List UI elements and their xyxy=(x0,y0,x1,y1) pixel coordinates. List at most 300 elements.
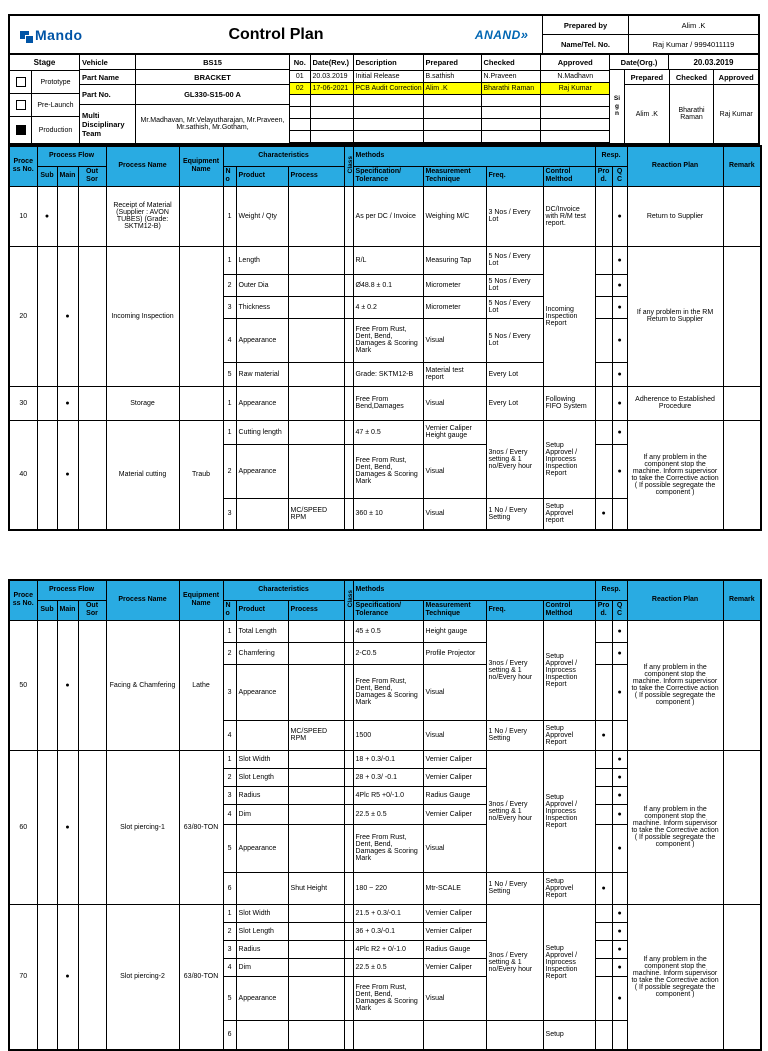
resp-prod: ● xyxy=(595,872,612,904)
rev-empty-cell xyxy=(353,118,423,130)
char-product xyxy=(236,1020,288,1050)
col-char-no: No xyxy=(223,600,236,620)
resp-prod xyxy=(595,318,612,362)
spec-tolerance: Free From Rust, Dent, Bend, Damages & Scoring Mark xyxy=(353,664,423,720)
col-prod: Prod. xyxy=(595,166,612,186)
char-product: Radius xyxy=(236,940,288,958)
resp-prod xyxy=(595,664,612,720)
spec-tolerance: Free From Rust, Dent, Bend, Damages & Scoring Mark xyxy=(353,976,423,1020)
resp-prod xyxy=(595,824,612,872)
sign-prepared-value: Alim .K xyxy=(625,85,670,143)
char-process xyxy=(288,362,344,386)
char-process xyxy=(288,958,344,976)
date-org-value: 20.03.2019 xyxy=(693,57,734,67)
col-process-no: Process No. xyxy=(9,580,37,620)
freq: Every Lot xyxy=(486,362,543,386)
col-char-no: No xyxy=(223,166,236,186)
checkbox-cell xyxy=(10,117,32,143)
spec-tolerance: 360 ± 10 xyxy=(353,498,423,530)
rev-col-desc: Description xyxy=(353,55,423,70)
char-product: Radius xyxy=(236,786,288,804)
resp-prod xyxy=(595,444,612,498)
measurement-technique: Visual xyxy=(423,720,486,750)
rev-prepared: Alim .K xyxy=(423,82,481,94)
resp-qc xyxy=(612,498,627,530)
process-70-row-1 xyxy=(9,904,761,922)
prelaunch-checkbox xyxy=(16,100,26,110)
measurement-technique: Vernier Caliper Height gauge xyxy=(423,420,486,444)
freq: 3 Nos / Every Lot xyxy=(486,186,543,246)
measurement-technique: Visual xyxy=(423,444,486,498)
resp-prod xyxy=(595,296,612,318)
resp-qc: ● xyxy=(612,642,627,664)
rev-empty-cell xyxy=(481,130,540,142)
prepared-by-row xyxy=(543,16,758,34)
measurement-technique: Vernier Caliper xyxy=(423,922,486,940)
part-no-row xyxy=(80,85,289,105)
char-product xyxy=(236,872,288,904)
col-qc: QC xyxy=(612,600,627,620)
revision-block xyxy=(289,55,609,143)
resp-prod xyxy=(595,1020,612,1050)
resp-prod: ● xyxy=(595,720,612,750)
team-row xyxy=(80,105,289,143)
control-method: Setup Approvel Report xyxy=(543,720,595,750)
rev-empty-cell xyxy=(423,130,481,142)
resp-prod: ● xyxy=(595,498,612,530)
char-product: Appearance xyxy=(236,976,288,1020)
process-name: Receipt of Material (Supplier : AVON TUBES) (Grade: SKTM12-B) xyxy=(106,186,179,246)
char-no: 2 xyxy=(223,768,236,786)
process-50-row-1 xyxy=(9,620,761,642)
resp-prod xyxy=(595,904,612,922)
resp-qc: ● xyxy=(612,940,627,958)
char-product xyxy=(236,720,288,750)
spec-tolerance: 18 + 0.3/-0.1 xyxy=(353,750,423,768)
rev-empty-cell xyxy=(481,106,540,118)
col-control-method: Control Melthod xyxy=(543,600,595,620)
char-no: 1 xyxy=(223,750,236,768)
col-sub: Sub xyxy=(37,166,57,186)
date-org-label: Date(Org.) xyxy=(610,55,669,69)
col-methods: Methods xyxy=(353,146,595,166)
char-product: Outer Dia xyxy=(236,274,288,296)
resp-qc: ● xyxy=(612,274,627,296)
part-name-label: Part Name xyxy=(80,70,136,84)
char-product: Dim xyxy=(236,804,288,824)
resp-prod xyxy=(595,420,612,444)
char-class xyxy=(344,498,353,530)
resp-qc: ● xyxy=(612,958,627,976)
char-process xyxy=(288,786,344,804)
char-no: 1 xyxy=(223,386,236,420)
char-product: Slot Length xyxy=(236,922,288,940)
spec-tolerance: 4Plc R2 + 0/-1.0 xyxy=(353,940,423,958)
process-no: 10 xyxy=(9,186,37,246)
control-method: Setup Approvel report xyxy=(543,498,595,530)
rev-empty-cell xyxy=(540,106,610,118)
char-no: 2 xyxy=(223,642,236,664)
char-process xyxy=(288,768,344,786)
col-measurement-technique: Measurement Technique xyxy=(423,166,486,186)
flow-out-sor xyxy=(78,420,106,530)
flow-sub xyxy=(37,420,57,530)
char-no: 3 xyxy=(223,664,236,720)
process-no: 60 xyxy=(9,750,37,904)
char-product: Raw material xyxy=(236,362,288,386)
char-process xyxy=(288,420,344,444)
part-no-value: GL330-S15-00 A xyxy=(184,90,241,99)
col-qc: QC xyxy=(612,166,627,186)
rev-empty-cell xyxy=(310,106,353,118)
char-product: Slot Length xyxy=(236,768,288,786)
control-table-1 xyxy=(8,145,762,531)
col-remark: Remark xyxy=(723,146,761,186)
char-no: 3 xyxy=(223,296,236,318)
rev-checked: Bharathi Raman xyxy=(481,82,540,94)
rev-checked: N.Praveen xyxy=(481,70,540,82)
sign-prepared-header: Prepared xyxy=(625,70,670,84)
measurement-technique: Vernier Caliper xyxy=(423,768,486,786)
char-no: 3 xyxy=(223,786,236,804)
rev-empty-cell xyxy=(540,130,610,142)
sign-approved-value: Raj Kumar xyxy=(719,110,753,118)
char-class xyxy=(344,750,353,768)
char-class xyxy=(344,720,353,750)
char-class xyxy=(344,274,353,296)
page-title: Control Plan xyxy=(228,25,324,43)
col-class xyxy=(344,146,353,186)
resp-qc: ● xyxy=(612,824,627,872)
process-name: Slot piercing-1 xyxy=(106,750,179,904)
remark xyxy=(723,420,761,530)
col-product: Product xyxy=(236,600,288,620)
char-process xyxy=(288,1020,344,1050)
resp-prod xyxy=(595,958,612,976)
flow-sub xyxy=(37,904,57,1050)
col-class xyxy=(344,580,353,620)
char-process xyxy=(288,620,344,642)
remark xyxy=(723,750,761,904)
char-product: Appearance xyxy=(236,824,288,872)
part-block xyxy=(79,55,289,143)
char-no: 5 xyxy=(223,824,236,872)
measurement-technique: Visual xyxy=(423,318,486,362)
resp-qc: ● xyxy=(612,804,627,824)
reaction-plan: Adherence to Established Procedure xyxy=(627,386,723,420)
resp-prod xyxy=(595,642,612,664)
process-10-row-1 xyxy=(9,186,761,246)
remark xyxy=(723,620,761,750)
measurement-technique: Vernier Caliper xyxy=(423,804,486,824)
freq: 1 No / Every Setting xyxy=(486,720,543,750)
anand-logo xyxy=(473,27,528,42)
spec-tolerance: 2-C0.5 xyxy=(353,642,423,664)
char-class xyxy=(344,958,353,976)
spec-tolerance: Free From Rust, Dent, Bend, Damages & Scoring Mark xyxy=(353,824,423,872)
class-vertical-label: Class xyxy=(346,155,354,174)
resp-qc: ● xyxy=(612,750,627,768)
flow-out-sor xyxy=(78,620,106,750)
flow-sub xyxy=(37,246,57,386)
sign-cols xyxy=(625,70,758,143)
char-no: 1 xyxy=(223,904,236,922)
char-process xyxy=(288,824,344,872)
prepared-by-value: Alim .K xyxy=(681,20,706,30)
process-no: 30 xyxy=(9,386,37,420)
char-class xyxy=(344,420,353,444)
char-product: Dim xyxy=(236,958,288,976)
char-no: 1 xyxy=(223,246,236,274)
char-class xyxy=(344,664,353,720)
remark xyxy=(723,246,761,386)
char-product: Appearance xyxy=(236,318,288,362)
process-no: 50 xyxy=(9,620,37,750)
team-label: Multi Disciplinary Team xyxy=(80,105,136,143)
resp-qc: ● xyxy=(612,246,627,274)
checkbox-cell xyxy=(10,94,32,116)
flow-sub xyxy=(37,750,57,904)
revision-table xyxy=(290,55,610,143)
col-measurement-technique: Measurement Technique xyxy=(423,600,486,620)
flow-main: ● xyxy=(57,620,78,750)
process-60-row-1 xyxy=(9,750,761,768)
char-class xyxy=(344,186,353,246)
rev-col-approved: Approved xyxy=(540,55,610,70)
rev-empty-cell xyxy=(290,106,310,118)
char-product: Length xyxy=(236,246,288,274)
col-process-name: Process Name xyxy=(106,580,179,620)
reaction-plan: If any problem in the component stop the machine. Inform supervisor to take the Corrective action ( If possible segregate the component ) xyxy=(627,904,723,1050)
char-product: Chamfering xyxy=(236,642,288,664)
resp-qc xyxy=(612,720,627,750)
flow-sub xyxy=(37,620,57,750)
spec-tolerance: 28 + 0.3/ -0.1 xyxy=(353,768,423,786)
resp-prod xyxy=(595,804,612,824)
process-name: Slot piercing-2 xyxy=(106,904,179,1050)
rev-col-date: Date(Rev.) xyxy=(310,55,353,70)
name-tel-label: Name/Tel. No. xyxy=(543,35,629,53)
char-process xyxy=(288,976,344,1020)
anand-chevron-icon: » xyxy=(520,27,526,42)
rev-approved: Raj Kumar xyxy=(540,82,610,94)
control-method: Setup Approvel Report xyxy=(543,872,595,904)
col-resp: Resp. xyxy=(595,146,627,166)
equipment-name xyxy=(179,246,223,386)
char-no: 4 xyxy=(223,804,236,824)
control-method: Setup xyxy=(543,1020,595,1050)
process-30-row-1 xyxy=(9,386,761,420)
spec-tolerance: R/L xyxy=(353,246,423,274)
control-method: DC/Invoice with R/M test report. xyxy=(543,186,595,246)
char-class xyxy=(344,642,353,664)
freq: 3nos / Every setting & 1 no/Every hour xyxy=(486,620,543,720)
part-name-value: BRACKET xyxy=(194,72,231,82)
control-method: Setup Approvel / Inprocess Inspection Report xyxy=(543,904,595,1020)
resp-prod xyxy=(595,274,612,296)
rev-empty-cell xyxy=(540,118,610,130)
stage-row-prelaunch xyxy=(10,94,79,117)
rev-empty-cell xyxy=(423,118,481,130)
process-name: Facing & Chamfering xyxy=(106,620,179,750)
measurement-technique: Visual xyxy=(423,824,486,872)
col-freq: Freq. xyxy=(486,166,543,186)
char-class xyxy=(344,804,353,824)
char-class xyxy=(344,386,353,420)
team-value: Mr.Madhavan, Mr.Velayutharajan, Mr.Praveen, Mr.sathish, Mr.Gotham, xyxy=(140,117,285,131)
char-product: Slot Width xyxy=(236,750,288,768)
char-class xyxy=(344,904,353,922)
char-no: 2 xyxy=(223,274,236,296)
resp-prod xyxy=(595,922,612,940)
rev-date: 17-06-2021 xyxy=(310,82,353,94)
char-process xyxy=(288,318,344,362)
stage-row-production xyxy=(10,117,79,143)
resp-qc xyxy=(612,872,627,904)
freq: 3nos / Every setting & 1 no/Every hour xyxy=(486,904,543,1020)
rev-empty-cell xyxy=(423,94,481,106)
char-process xyxy=(288,940,344,958)
rev-empty-cell xyxy=(353,106,423,118)
production-checkbox xyxy=(16,125,26,135)
sign-value-row xyxy=(625,85,758,143)
stage-block xyxy=(10,55,79,143)
char-no: 4 xyxy=(223,720,236,750)
equipment-name xyxy=(179,186,223,246)
col-characteristics: Characteristics xyxy=(223,580,344,600)
measurement-technique: Visual xyxy=(423,664,486,720)
char-class xyxy=(344,444,353,498)
sign-header-row xyxy=(625,70,758,85)
col-product: Product xyxy=(236,166,288,186)
measurement-technique: Mtr-SCALE xyxy=(423,872,486,904)
resp-prod xyxy=(595,246,612,274)
resp-qc: ● xyxy=(612,786,627,804)
char-class xyxy=(344,318,353,362)
col-characteristics: Characteristics xyxy=(223,146,344,166)
col-control-method: Control Melthod xyxy=(543,166,595,186)
process-40-row-1 xyxy=(9,420,761,444)
sign-checked-value: Bharathi Raman xyxy=(670,85,715,143)
process-name: Incoming Inspection xyxy=(106,246,179,386)
resp-qc: ● xyxy=(612,186,627,246)
anand-logo-text: ANAND xyxy=(474,28,521,42)
resp-qc: ● xyxy=(612,664,627,720)
document xyxy=(8,14,760,1051)
col-spec-tolerance: Specification/ Tolerance xyxy=(353,600,423,620)
process-name: Storage xyxy=(106,386,179,420)
spec-tolerance: 36 + 0.3/-0.1 xyxy=(353,922,423,940)
class-vertical-label: Class xyxy=(346,589,354,608)
freq: 3nos / Every setting & 1 no/Every hour xyxy=(486,420,543,498)
col-methods: Methods xyxy=(353,580,595,600)
stage-label: Pre-Launch xyxy=(37,101,74,109)
stage-header: Stage xyxy=(10,55,79,71)
rev-empty-cell xyxy=(481,94,540,106)
process-name: Material cutting xyxy=(106,420,179,530)
rev-empty-cell xyxy=(540,94,610,106)
spec-tolerance: 21.5 + 0.3/-0.1 xyxy=(353,904,423,922)
freq: 1 No / Every Setting xyxy=(486,872,543,904)
control-method: Following FIFO System xyxy=(543,386,595,420)
resp-prod xyxy=(595,786,612,804)
part-name-row xyxy=(80,70,289,85)
rev-empty-cell xyxy=(290,94,310,106)
col-prod: Prod. xyxy=(595,600,612,620)
rev-prepared: B.sathish xyxy=(423,70,481,82)
spec-tolerance: 47 ± 0.5 xyxy=(353,420,423,444)
resp-qc: ● xyxy=(612,768,627,786)
freq: 1 No / Every Setting xyxy=(486,498,543,530)
rev-col-checked: Checked xyxy=(481,55,540,70)
measurement-technique: Micrometer xyxy=(423,296,486,318)
control-method: Setup Approvel / Inprocess Inspection Report xyxy=(543,620,595,720)
char-class xyxy=(344,362,353,386)
resp-qc: ● xyxy=(612,318,627,362)
measurement-technique: Vernier Caliper xyxy=(423,904,486,922)
reaction-plan: If any problem in the component stop the machine. Inform supervisor to take the Corrective action ( If possible segregate the component ) xyxy=(627,750,723,904)
stage-label: Prototype xyxy=(40,78,71,86)
header-main xyxy=(10,16,542,53)
rev-approved: N.Madhavn xyxy=(540,70,610,82)
flow-out-sor xyxy=(78,246,106,386)
revision-row xyxy=(290,70,610,82)
char-product: Total Length xyxy=(236,620,288,642)
rev-empty-cell xyxy=(290,118,310,130)
char-class xyxy=(344,786,353,804)
rev-desc: Initial Release xyxy=(353,70,423,82)
rev-no: 01 xyxy=(290,70,310,82)
char-no: 1 xyxy=(223,620,236,642)
col-resp: Resp. xyxy=(595,580,627,600)
vehicle-row xyxy=(80,55,289,70)
prepared-by-label: Prepared by xyxy=(543,16,629,34)
char-no: 4 xyxy=(223,958,236,976)
col-out-sor: Out Sor xyxy=(78,166,106,186)
measurement-technique: Measuring Tap xyxy=(423,246,486,274)
resp-qc xyxy=(612,1020,627,1050)
flow-out-sor xyxy=(78,386,106,420)
char-product: Thickness xyxy=(236,296,288,318)
flow-out-sor xyxy=(78,904,106,1050)
resp-qc: ● xyxy=(612,976,627,1020)
name-tel-value: Raj Kumar / 9994011119 xyxy=(652,39,735,49)
checkbox-cell xyxy=(10,71,32,93)
spec-tolerance: Grade: SKTM12-B xyxy=(353,362,423,386)
char-process xyxy=(288,664,344,720)
char-process xyxy=(288,444,344,498)
col-reaction-plan: Reaction Plan xyxy=(627,146,723,186)
char-product: Appearance xyxy=(236,664,288,720)
resp-prod xyxy=(595,976,612,1020)
vehicle-label: Vehicle xyxy=(80,55,136,69)
char-process xyxy=(288,246,344,274)
rev-col-no: No. xyxy=(290,55,310,70)
name-tel-row xyxy=(543,34,758,53)
rev-empty-cell xyxy=(290,130,310,142)
col-process-name: Process Name xyxy=(106,146,179,186)
measurement-technique: Vernier Caliper xyxy=(423,750,486,768)
control-table-2 xyxy=(8,579,762,1051)
char-no: 1 xyxy=(223,186,236,246)
reaction-plan: If any problem in the RM Return to Supplier xyxy=(627,246,723,386)
char-process xyxy=(288,642,344,664)
char-no: 2 xyxy=(223,922,236,940)
col-process-flow: Process Flow xyxy=(37,146,106,166)
freq: 5 Nos / Every Lot xyxy=(486,318,543,362)
col-process-flow: Process Flow xyxy=(37,580,106,600)
spec-tolerance: Free From Rust, Dent, Bend, Damages & Scoring Mark xyxy=(353,444,423,498)
